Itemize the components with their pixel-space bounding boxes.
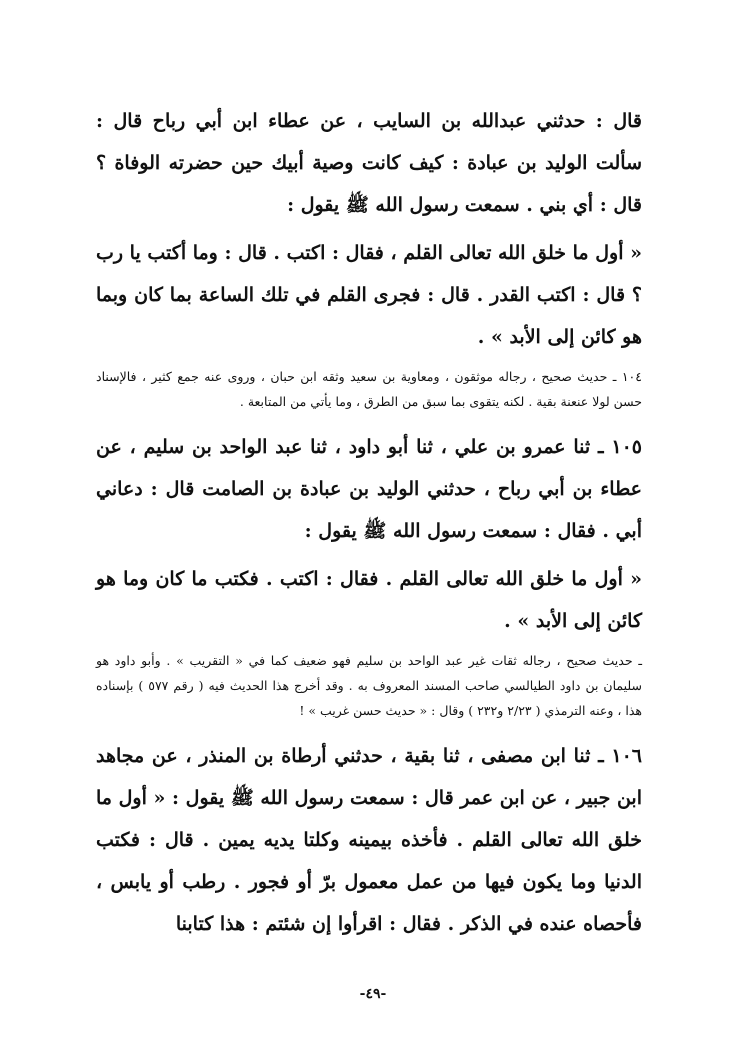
grading-note-105: ـ حديث صحيح ، رجاله ثقات غير عبد الواحد بن سليم فهو ضعيف كما في « التقريب » . وأبو داود هو سليمان بن داود الطيالسي صاحب المسند المعروف به . وقد أخرج هذا الحديث فيه ( رقم ٥٧٧ ) بإسناده هذا ، وعنه الترمذي ( ٢/٢٣ و٢٣٢ ) وقال : « حديث حسن غريب » !	[96, 653, 642, 718]
hadith-106: ١٠٦ ـ ثنا ابن مصفى ، ثنا بقية ، حدثني أرطاة بن المنذر ، عن مجاهد ابن جبير ، عن ابن عمر قال : سمعت رسول الله ﷺ يقول : « أول ما خلق الله تعالى القلم . فأخذه بيمينه وكلتا يديه يمين . قال : فكتب الدنيا وما يكون فيها من عمل معمول برّ أو فجور . رطب أو يابس ، فأحصاه عنده في الذكر . فقال : اقرأوا إن شئتم : هذا كتابنا	[96, 745, 642, 935]
hadith-105-isnad: ١٠٥ ـ ثنا عمرو بن علي ، ثنا أبو داود ، ثنا عبد الواحد بن سليم ، عن عطاء بن أبي رباح ، حدثني الوليد بن عبادة بن الصامت قال : دعاني أبي . فقال : سمعت رسول الله ﷺ يقول :	[96, 436, 642, 542]
grading-note-104: ١٠٤ ـ حديث صحيح ، رجاله موثقون ، ومعاوية بن سعيد وثقه ابن حبان ، وروى عنه جمع كثير ، فالإسناد حسن لولا عنعنة بقية . لكنه يتقوى بما سبق من الطرق ، وما يأتي من المتابعة .	[96, 369, 642, 409]
narration-paragraph: قال : حدثني عبدالله بن السايب ، عن عطاء ابن أبي رباح قال : سألت الوليد بن عبادة : كيف كانت وصية أبيك حين حضرته الوفاة ؟ قال : أي بني . سمعت رسول الله ﷺ يقول :	[96, 110, 642, 216]
hadith-text-paragraph: « أول ما خلق الله تعالى القلم ، فقال : اكتب . قال : وما أكتب يا رب ؟ قال : اكتب القدر . قال : فجرى القلم في تلك الساعة بما كان وبما هو كائن إلى الأبد » .	[96, 242, 642, 348]
page-body	[96, 100, 642, 945]
hadith-105-text: « أول ما خلق الله تعالى القلم . فقال : اكتب . فكتب ما كان وما هو كائن إلى الأبد » .	[96, 568, 642, 632]
page-number: -٤٩-	[359, 986, 387, 1002]
